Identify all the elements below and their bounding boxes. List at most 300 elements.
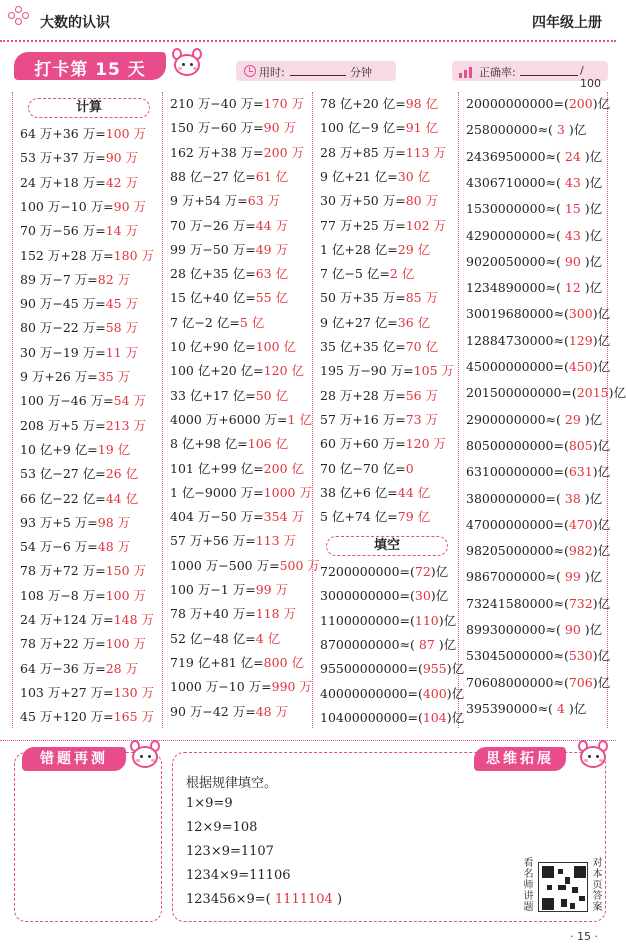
equation-row bbox=[20, 319, 138, 337]
equation-text: 3800000000=( bbox=[466, 490, 561, 506]
equation-text: 88 亿−27 亿= bbox=[170, 168, 256, 184]
equation-text: 70 万−26 万= bbox=[170, 217, 256, 233]
equation-text: 57 万+56 万= bbox=[170, 533, 256, 549]
equation-unit: )亿 bbox=[584, 280, 603, 296]
equation-text: 35 亿+35 亿= bbox=[320, 339, 406, 354]
equation-row bbox=[20, 490, 138, 508]
equation-answer[interactable]: 213 万 bbox=[105, 417, 147, 433]
equation-answer[interactable]: 85 万 bbox=[405, 290, 439, 306]
equation-row bbox=[170, 119, 296, 137]
equation-row bbox=[466, 253, 602, 271]
equation-row bbox=[466, 279, 602, 297]
column-divider bbox=[607, 92, 608, 728]
equation-row bbox=[20, 708, 154, 726]
equation-row bbox=[320, 289, 438, 307]
equation-answer[interactable]: 56 万 bbox=[405, 387, 439, 403]
equation-text: 3000000000=( bbox=[320, 588, 415, 604]
equation-row bbox=[20, 271, 130, 289]
equation-answer[interactable]: 1 亿 bbox=[287, 411, 312, 427]
equation-text: 201500000000=( bbox=[466, 385, 577, 401]
equation-answer[interactable]: 1000 万 bbox=[263, 484, 312, 500]
equation-text: 73241580000≈( bbox=[466, 595, 569, 611]
equation-answer[interactable]: 120 万 bbox=[405, 436, 447, 452]
mascot-icon bbox=[128, 740, 162, 774]
equation-answer[interactable]: 90 bbox=[560, 253, 585, 269]
equation-row bbox=[320, 314, 430, 332]
equation-row bbox=[320, 660, 464, 678]
equation-row bbox=[320, 612, 456, 630]
equation-text: 9 亿+27 亿= bbox=[320, 314, 398, 330]
equation-unit: )亿 bbox=[446, 685, 465, 701]
column-divider bbox=[312, 92, 313, 728]
equation-unit: )亿 bbox=[592, 516, 611, 532]
thinking-section-title: 思维拓展 bbox=[474, 747, 566, 771]
equation-answer[interactable]: 990 万 bbox=[271, 679, 312, 695]
retest-panel[interactable] bbox=[14, 752, 162, 922]
equation-text: 20000000000=( bbox=[466, 96, 569, 111]
retest-section-title: 错题再测 bbox=[22, 747, 126, 771]
equation-unit: )亿 bbox=[430, 564, 449, 579]
equation-answer[interactable]: 90 万 bbox=[113, 198, 147, 214]
equation-text: 8700000000≈( bbox=[320, 636, 415, 652]
equation-text: 2900000000≈( bbox=[466, 411, 561, 427]
equation-text: 78 万+22 万= bbox=[20, 636, 106, 652]
equation-text: 47000000000=( bbox=[466, 516, 569, 532]
equation-answer[interactable]: 129 bbox=[568, 332, 593, 348]
equation-answer[interactable]: 54 万 bbox=[113, 393, 147, 409]
equation-row bbox=[320, 587, 448, 605]
equation-answer[interactable]: 48 万 bbox=[97, 539, 131, 555]
equation-text: 1000 万−500 万= bbox=[170, 557, 280, 573]
equation-unit: )亿 bbox=[584, 490, 603, 506]
equation-answer[interactable]: 90 bbox=[560, 622, 585, 637]
equation-answer[interactable]: 26 亿 bbox=[105, 466, 139, 482]
equation-row bbox=[466, 95, 610, 113]
equation-text: 70 万−56 万= bbox=[20, 223, 106, 239]
calc-section-title: 计算 bbox=[28, 98, 150, 118]
equation-answer[interactable]: 45 万 bbox=[105, 296, 139, 312]
equation-answer[interactable]: 450 bbox=[568, 359, 593, 374]
equation-answer[interactable]: 38 bbox=[560, 490, 585, 506]
equation-answer[interactable]: 982 bbox=[568, 543, 593, 559]
equation-text: 108 万−8 万= bbox=[20, 587, 106, 603]
time-unit: 分钟 bbox=[350, 66, 372, 79]
equation-text: 15 亿+40 亿= bbox=[170, 290, 256, 306]
equation-text: 395390000≈( bbox=[466, 700, 553, 716]
accuracy-total: / 100 bbox=[580, 64, 601, 90]
equation-answer[interactable]: 706 bbox=[568, 674, 593, 690]
equation-answer[interactable]: 200 万 bbox=[263, 144, 305, 160]
equation-answer[interactable]: 0 bbox=[405, 460, 414, 476]
equation-row bbox=[170, 241, 288, 259]
equation-unit: )亿 bbox=[584, 227, 603, 243]
equation-text: 52 亿−48 亿= bbox=[170, 630, 256, 646]
equation-unit: )亿 bbox=[592, 543, 611, 559]
fill-section-title: 填空 bbox=[326, 536, 448, 556]
equation-row bbox=[320, 460, 414, 478]
equation-answer[interactable]: 49 万 bbox=[255, 241, 289, 257]
equation-answer[interactable]: 800 亿 bbox=[263, 654, 305, 670]
equation-row bbox=[170, 265, 288, 283]
equation-text: 78 亿+20 亿= bbox=[320, 96, 406, 111]
equation-answer[interactable]: 30 亿 bbox=[397, 168, 431, 184]
equation-answer[interactable]: 180 万 bbox=[113, 247, 155, 263]
equation-unit: )亿 bbox=[592, 96, 611, 111]
equation-answer[interactable]: 113 万 bbox=[255, 533, 297, 549]
equation-answer[interactable]: 732 bbox=[568, 595, 593, 611]
equation-text: 30 万+50 万= bbox=[320, 193, 406, 209]
equation-row bbox=[320, 685, 464, 703]
equation-answer[interactable]: 106 亿 bbox=[247, 436, 289, 452]
equation-row bbox=[466, 516, 610, 534]
equation-answer[interactable]: 110 bbox=[414, 612, 439, 628]
equation-row bbox=[320, 119, 438, 137]
pattern-line: 1234×9=11106 bbox=[186, 868, 291, 883]
equation-answer[interactable]: 48 万 bbox=[255, 703, 289, 719]
equation-row bbox=[320, 217, 446, 235]
header-divider bbox=[0, 40, 616, 42]
qr-caption-left: 看名师讲题 bbox=[523, 858, 534, 913]
equation-answer[interactable]: 4 亿 bbox=[255, 630, 281, 646]
equation-text: 45000000000=( bbox=[466, 359, 569, 374]
equation-unit: )亿 bbox=[584, 201, 603, 217]
equation-answer[interactable]: 90 万 bbox=[105, 150, 139, 166]
equation-row bbox=[466, 568, 602, 586]
equation-row bbox=[466, 595, 610, 613]
equation-text: 1000 万−10 万= bbox=[170, 679, 272, 695]
equation-answer[interactable]: 805 bbox=[568, 437, 593, 453]
equation-text: 24 万+18 万= bbox=[20, 174, 106, 190]
flower-icon bbox=[6, 4, 32, 30]
equation-text: 28 万+85 万= bbox=[320, 144, 406, 160]
equation-answer[interactable]: 11 万 bbox=[105, 344, 139, 360]
equation-row bbox=[20, 635, 146, 653]
equation-row bbox=[170, 508, 304, 526]
equation-answer[interactable]: 35 万 bbox=[97, 369, 131, 384]
equation-row bbox=[320, 636, 456, 654]
equation-unit: )亿 bbox=[592, 437, 611, 453]
equation-row bbox=[320, 709, 464, 727]
equation-text: 64 万−36 万= bbox=[20, 660, 106, 676]
equation-row bbox=[466, 437, 610, 455]
equation-row bbox=[20, 465, 138, 483]
equation-unit: )亿 bbox=[438, 636, 457, 652]
equation-text: 64 万+36 万= bbox=[20, 126, 106, 141]
qr-code-icon[interactable] bbox=[538, 862, 588, 912]
equation-row bbox=[20, 562, 146, 580]
equation-row bbox=[466, 358, 610, 376]
equation-answer[interactable]: 200 bbox=[568, 96, 593, 111]
pattern-line: 123×9=1107 bbox=[186, 844, 274, 859]
equation-answer[interactable]: 30 bbox=[414, 588, 431, 604]
equation-unit: )亿 bbox=[592, 359, 611, 374]
equation-answer[interactable]: 100 万 bbox=[105, 636, 147, 652]
equation-row bbox=[170, 460, 304, 478]
equation-answer[interactable]: 29 bbox=[560, 411, 585, 427]
grade-title: 四年级上册 bbox=[532, 15, 602, 31]
equation-answer[interactable]: 98 亿 bbox=[405, 96, 439, 111]
equation-answer[interactable]: 55 亿 bbox=[255, 290, 289, 306]
equation-text: 70608000000≈( bbox=[466, 674, 569, 690]
equation-row bbox=[20, 441, 130, 459]
equation-row bbox=[170, 338, 296, 356]
equation-answer[interactable]: 4 bbox=[552, 700, 569, 716]
bar-chart-icon bbox=[458, 64, 476, 78]
equation-answer[interactable]: 3 bbox=[552, 122, 569, 138]
equation-text: 93 万+5 万= bbox=[20, 514, 98, 530]
equation-row bbox=[320, 265, 414, 283]
equation-text: 100 万−10 万= bbox=[20, 198, 114, 214]
equation-row bbox=[320, 241, 430, 259]
equation-row bbox=[466, 647, 610, 665]
equation-text: 80 万−22 万= bbox=[20, 320, 106, 336]
equation-row bbox=[466, 121, 586, 139]
equation-row bbox=[466, 463, 610, 481]
equation-answer[interactable]: 100 万 bbox=[105, 126, 147, 141]
mascot-icon bbox=[576, 740, 610, 774]
equation-answer[interactable]: 165 万 bbox=[113, 709, 155, 725]
equation-row bbox=[20, 538, 130, 556]
equation-text: 57 万+16 万= bbox=[320, 411, 406, 427]
equation-answer[interactable]: 44 万 bbox=[255, 217, 289, 233]
equation-answer[interactable]: 148 万 bbox=[113, 612, 155, 627]
equation-row bbox=[320, 508, 430, 526]
equation-unit: )亿 bbox=[584, 622, 603, 637]
accuracy-blank[interactable] bbox=[520, 75, 578, 76]
equation-answer[interactable]: 98 万 bbox=[97, 514, 131, 530]
equation-answer[interactable]: 5 亿 bbox=[239, 314, 265, 330]
equation-text: 12884730000≈( bbox=[466, 332, 569, 348]
book-title: 大数的认识 bbox=[40, 15, 110, 31]
time-blank[interactable] bbox=[290, 75, 346, 76]
equation-answer[interactable]: 118 万 bbox=[255, 606, 297, 622]
equation-row bbox=[466, 148, 602, 166]
equation-unit: )亿 bbox=[446, 661, 465, 677]
equation-text: 404 万−50 万= bbox=[170, 509, 264, 525]
equation-row bbox=[320, 484, 430, 502]
equation-answer[interactable]: 120 亿 bbox=[263, 363, 305, 379]
equation-row bbox=[320, 144, 446, 162]
equation-answer[interactable]: 90 万 bbox=[263, 120, 297, 136]
equation-text: 77 万+25 万= bbox=[320, 217, 406, 233]
equation-answer[interactable]: 102 万 bbox=[405, 217, 447, 233]
equation-row bbox=[466, 700, 586, 718]
equation-answer[interactable]: 631 bbox=[568, 464, 593, 480]
equation-answer[interactable]: 80 万 bbox=[405, 193, 439, 209]
equation-answer[interactable]: 170 万 bbox=[263, 96, 305, 111]
equation-text: 1 亿−9000 万= bbox=[170, 484, 264, 500]
equation-answer[interactable]: 300 bbox=[568, 306, 593, 322]
clock-icon bbox=[244, 65, 256, 77]
equation-text: 210 万−40 万= bbox=[170, 96, 264, 111]
equation-row bbox=[320, 411, 438, 429]
equation-answer[interactable]: 43 bbox=[560, 227, 585, 243]
equation-answer[interactable]: 44 亿 bbox=[397, 484, 431, 500]
equation-row bbox=[170, 192, 280, 210]
equation-row bbox=[320, 192, 438, 210]
equation-row bbox=[466, 200, 602, 218]
equation-text: 89 万−7 万= bbox=[20, 271, 98, 287]
equation-text: 7 亿−2 亿= bbox=[170, 314, 240, 330]
equation-answer[interactable]: 58 万 bbox=[105, 320, 139, 336]
equation-answer[interactable]: 12 bbox=[560, 280, 585, 296]
equation-unit: )亿 bbox=[592, 464, 611, 480]
equation-row bbox=[466, 542, 610, 560]
equation-text: 78 万+72 万= bbox=[20, 563, 106, 579]
equation-answer[interactable]: 104 bbox=[422, 709, 447, 725]
equation-answer[interactable]: 99 万 bbox=[255, 582, 289, 597]
equation-text: 95500000000=( bbox=[320, 661, 423, 677]
equation-text: 9 万+54 万= bbox=[170, 193, 248, 209]
time-field bbox=[236, 61, 396, 81]
equation-text: 30019680000≈( bbox=[466, 306, 569, 322]
equation-unit: )亿 bbox=[438, 612, 457, 628]
equation-row bbox=[466, 621, 602, 639]
equation-unit: )亿 bbox=[592, 306, 611, 322]
equation-text: 38 亿+6 亿= bbox=[320, 484, 398, 500]
equation-text: 10 亿+90 亿= bbox=[170, 339, 256, 354]
equation-row bbox=[320, 362, 454, 380]
equation-answer[interactable]: 955 bbox=[422, 661, 447, 677]
equation-text: 7 亿−5 亿= bbox=[320, 266, 390, 282]
equation-answer[interactable]: 63 亿 bbox=[255, 266, 289, 282]
equation-answer[interactable]: 400 bbox=[422, 685, 447, 701]
pattern-line: 1×9=9 bbox=[186, 796, 233, 811]
equation-text: 78 万+40 万= bbox=[170, 606, 256, 622]
equation-text: 53045000000≈( bbox=[466, 648, 569, 664]
equation-unit: )亿 bbox=[592, 332, 611, 348]
equation-answer[interactable]: 19 亿 bbox=[97, 441, 131, 457]
equation-answer[interactable]: 61 亿 bbox=[255, 168, 289, 184]
equation-row bbox=[20, 417, 146, 435]
equation-answer[interactable]: 79 亿 bbox=[397, 509, 431, 525]
equation-answer[interactable]: 91 亿 bbox=[405, 120, 439, 136]
equation-row bbox=[20, 295, 138, 313]
equation-row bbox=[20, 368, 130, 386]
equation-text: 28 亿+35 亿= bbox=[170, 266, 256, 282]
equation-text: 8 亿+98 亿= bbox=[170, 436, 248, 452]
pattern-answer[interactable]: 1111104 bbox=[270, 892, 337, 907]
equation-answer[interactable]: 24 bbox=[560, 148, 585, 164]
equation-answer[interactable]: 14 万 bbox=[105, 223, 139, 239]
equation-answer[interactable]: 130 万 bbox=[113, 684, 155, 700]
equation-text: 4290000000≈( bbox=[466, 227, 561, 243]
day-banner-text: 打卡第 15 天 bbox=[34, 60, 146, 80]
equation-answer[interactable]: 87 bbox=[414, 636, 439, 652]
equation-unit: )亿 bbox=[592, 595, 611, 611]
equation-answer[interactable]: 2015 bbox=[576, 385, 609, 401]
equation-answer[interactable]: 70 亿 bbox=[405, 339, 439, 354]
equation-answer[interactable]: 42 万 bbox=[105, 174, 139, 190]
equation-answer[interactable]: 150 万 bbox=[105, 563, 147, 579]
equation-answer[interactable]: 500 万 bbox=[279, 557, 320, 573]
qr-caption-right: 对本页答案 bbox=[592, 858, 603, 913]
equation-row bbox=[466, 305, 610, 323]
equation-row bbox=[320, 168, 430, 186]
equation-row bbox=[20, 514, 130, 532]
equation-text: 60 万+60 万= bbox=[320, 436, 406, 452]
equation-answer[interactable]: 72 bbox=[414, 564, 431, 579]
equation-answer[interactable]: 28 万 bbox=[105, 660, 139, 676]
equation-row bbox=[170, 532, 296, 550]
equation-answer[interactable]: 100 万 bbox=[105, 587, 147, 603]
thinking-prompt: 根据规律填空。 bbox=[186, 776, 278, 791]
equation-text: 54 万−6 万= bbox=[20, 539, 98, 555]
equation-answer[interactable]: 2 亿 bbox=[389, 266, 415, 282]
equation-answer[interactable]: 99 bbox=[560, 569, 585, 585]
equation-text: 70 亿−70 亿= bbox=[320, 460, 406, 476]
equation-unit: )亿 bbox=[584, 411, 603, 427]
equation-text: 100 亿−9 亿= bbox=[320, 120, 406, 136]
equation-text: 7200000000=( bbox=[320, 564, 415, 579]
equation-text: 9 亿+21 亿= bbox=[320, 168, 398, 184]
equation-text: 80500000000=( bbox=[466, 437, 569, 453]
equation-answer[interactable]: 105 万 bbox=[413, 363, 455, 379]
equation-text: 1100000000=( bbox=[320, 612, 415, 628]
equation-answer[interactable]: 36 亿 bbox=[397, 314, 431, 330]
equation-unit: )亿 bbox=[592, 648, 611, 664]
pattern-close: ) bbox=[336, 892, 343, 907]
equation-text: 100 万−46 万= bbox=[20, 393, 114, 409]
equation-answer[interactable]: 470 bbox=[568, 516, 593, 532]
equation-text: 63100000000=( bbox=[466, 464, 569, 480]
equation-unit: )亿 bbox=[584, 569, 603, 585]
equation-row bbox=[20, 587, 146, 605]
equation-text: 50 万+35 万= bbox=[320, 290, 406, 306]
equation-answer[interactable]: 15 bbox=[560, 201, 585, 217]
equation-answer[interactable]: 43 bbox=[560, 174, 585, 190]
equation-row bbox=[320, 435, 446, 453]
column-divider bbox=[458, 92, 459, 728]
equation-unit: )亿 bbox=[592, 674, 611, 690]
equation-answer[interactable]: 50 亿 bbox=[255, 387, 289, 403]
equation-row bbox=[20, 344, 138, 362]
equation-answer[interactable]: 73 万 bbox=[405, 411, 439, 427]
equation-answer[interactable]: 100 亿 bbox=[255, 339, 297, 354]
pattern-question-text: 123456×9=( bbox=[186, 892, 271, 907]
equation-row bbox=[170, 435, 288, 453]
equation-answer[interactable]: 82 万 bbox=[97, 271, 131, 287]
equation-answer[interactable]: 44 亿 bbox=[105, 490, 139, 506]
equation-answer[interactable]: 63 万 bbox=[247, 193, 281, 209]
equation-row bbox=[170, 362, 304, 380]
equation-answer[interactable]: 200 亿 bbox=[263, 460, 305, 476]
equation-text: 98205000000≈( bbox=[466, 543, 569, 559]
equation-text: 100 万−1 万= bbox=[170, 582, 256, 597]
equation-row bbox=[466, 227, 602, 245]
equation-row bbox=[170, 314, 264, 332]
equation-row bbox=[170, 630, 280, 648]
equation-answer[interactable]: 354 万 bbox=[263, 509, 305, 525]
equation-text: 45 万+120 万= bbox=[20, 709, 114, 725]
equation-text: 100 亿+20 亿= bbox=[170, 363, 264, 379]
equation-row bbox=[320, 95, 438, 113]
equation-answer[interactable]: 29 亿 bbox=[397, 241, 431, 257]
equation-text: 9867000000≈( bbox=[466, 569, 561, 585]
equation-text: 150 万−60 万= bbox=[170, 120, 264, 136]
equation-answer[interactable]: 530 bbox=[568, 648, 593, 664]
equation-row bbox=[20, 174, 138, 192]
equation-row bbox=[170, 678, 312, 696]
equation-text: 9020050000≈( bbox=[466, 253, 561, 269]
equation-text: 4000 万+6000 万= bbox=[170, 411, 288, 427]
equation-text: 2436950000≈( bbox=[466, 148, 561, 164]
column-divider bbox=[12, 92, 13, 728]
accuracy-label: 正确率: bbox=[479, 66, 516, 79]
equation-row bbox=[20, 660, 138, 678]
equation-answer[interactable]: 113 万 bbox=[405, 144, 447, 160]
equation-unit: )亿 bbox=[446, 709, 465, 725]
